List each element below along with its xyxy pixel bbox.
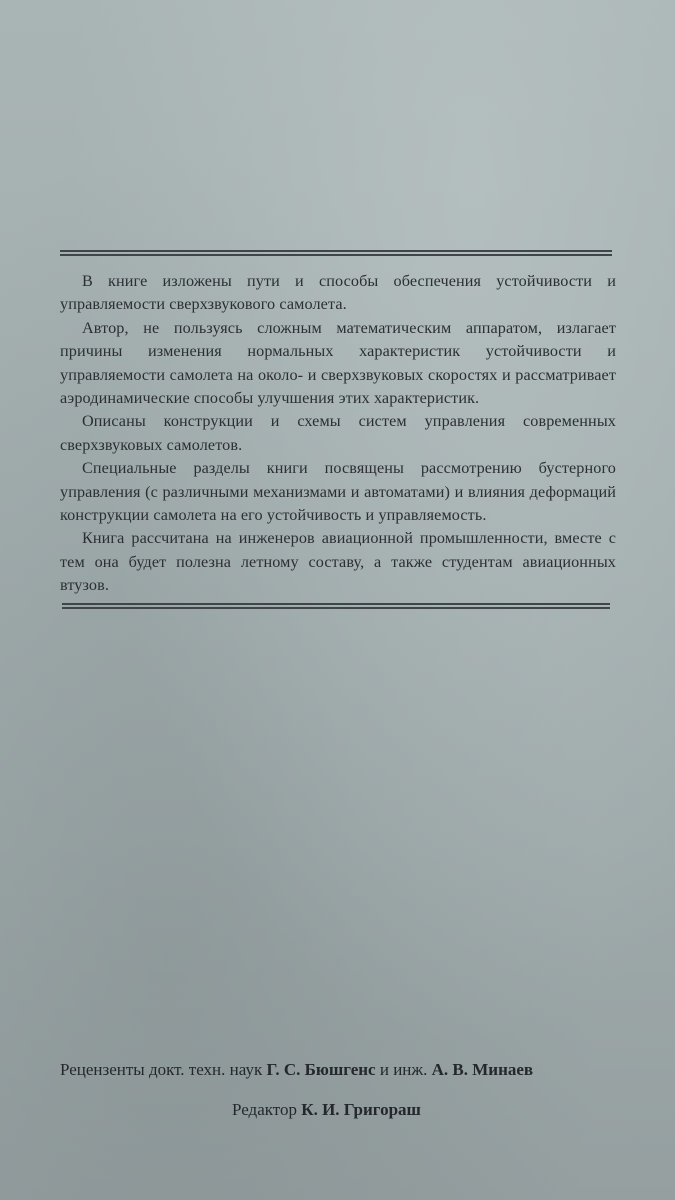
reviewers-join: и инж. [379, 1060, 428, 1079]
annotation-paragraph-5: Книга рассчитана на инженеров авиационной промышленности, вместе с тем она будет полезна летному составу, а также студентам авиационных втузов. [60, 529, 616, 595]
reviewers-line [60, 1057, 620, 1083]
editor-label: Редактор [232, 1100, 297, 1119]
credits-block [60, 1057, 620, 1123]
annotation-block [60, 270, 616, 598]
reviewers-label: Рецензенты докт. техн. наук [60, 1060, 263, 1079]
reviewer-1-name: Г. С. Бюшгенс [266, 1060, 376, 1079]
annotation-paragraph-4: Специальные разделы книги посвящены рассмотрению бустерного управления (с различными механизмами и автоматами) и влияния деформаций конструкции самолета на его устойчивость и управляемость. [60, 459, 616, 525]
annotation-paragraph-1: В книге изложены пути и способы обеспечения устойчивости и управляемости сверхзвукового самолета. [60, 272, 616, 314]
top-double-rule [60, 250, 612, 256]
editor-name: К. И. Григораш [301, 1100, 421, 1119]
editor-line [60, 1097, 620, 1123]
bottom-double-rule [62, 603, 610, 609]
annotation-paragraph-3: Описаны конструкции и схемы систем управления современных сверхзвуковых самолетов. [60, 412, 616, 454]
reviewer-2-name: А. В. Минаев [431, 1060, 534, 1079]
annotation-paragraph-2: Автор, не пользуясь сложным математическим аппаратом, излагает причины изменения нормальных характеристик устойчивости и управляемости самолета на около- и сверхзвуковых скоростях и рассматривает аэродинамические способы улучшения этих характеристик. [60, 318, 616, 408]
